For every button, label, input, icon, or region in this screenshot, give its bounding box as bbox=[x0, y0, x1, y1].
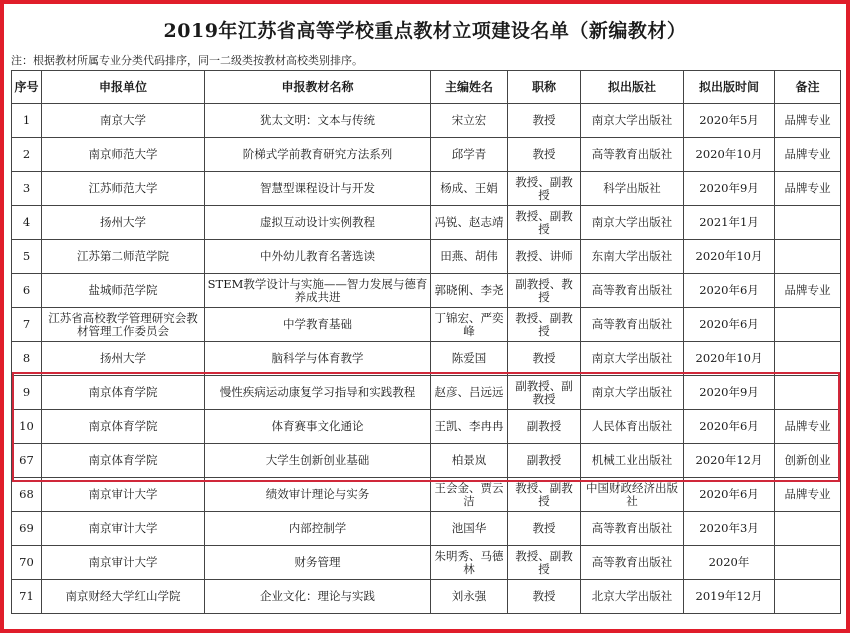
cell-editor: 池国华 bbox=[431, 512, 508, 546]
cell-unit: 江苏第二师范学院 bbox=[42, 240, 205, 274]
cell-editor: 刘永强 bbox=[431, 580, 508, 614]
header-remark: 备注 bbox=[775, 71, 841, 104]
cell-textbook: 绩效审计理论与实务 bbox=[205, 478, 431, 512]
cell-publisher: 南京大学出版社 bbox=[581, 206, 684, 240]
cell-title-rank: 教授、副教授 bbox=[508, 308, 581, 342]
cell-remark: 品牌专业 bbox=[775, 410, 841, 444]
cell-publisher: 人民体育出版社 bbox=[581, 410, 684, 444]
cell-publisher: 高等教育出版社 bbox=[581, 274, 684, 308]
table-row bbox=[12, 478, 841, 512]
cell-remark bbox=[775, 342, 841, 376]
cell-unit: 南京体育学院 bbox=[42, 376, 205, 410]
table-row bbox=[12, 546, 841, 580]
cell-unit: 南京师范大学 bbox=[42, 138, 205, 172]
cell-remark bbox=[775, 308, 841, 342]
cell-textbook: 脑科学与体育教学 bbox=[205, 342, 431, 376]
cell-remark bbox=[775, 512, 841, 546]
cell-textbook: 犹太文明：文本与传统 bbox=[205, 104, 431, 138]
table-header-row bbox=[12, 71, 841, 104]
cell-remark: 品牌专业 bbox=[775, 104, 841, 138]
cell-textbook: 中外幼儿教育名著选读 bbox=[205, 240, 431, 274]
cell-publisher: 南京大学出版社 bbox=[581, 342, 684, 376]
cell-editor: 郭晓俐、李尧 bbox=[431, 274, 508, 308]
document-title: 2019年江苏省高等学校重点教材立项建设名单（新编教材） bbox=[163, 20, 687, 42]
cell-publish-date: 2020年 bbox=[684, 546, 775, 580]
header-publish-date: 拟出版时间 bbox=[684, 71, 775, 104]
cell-publisher: 东南大学出版社 bbox=[581, 240, 684, 274]
cell-remark bbox=[775, 206, 841, 240]
cell-remark: 品牌专业 bbox=[775, 138, 841, 172]
cell-textbook: 中学教育基础 bbox=[205, 308, 431, 342]
cell-index: 9 bbox=[12, 376, 42, 410]
cell-title-rank: 教授 bbox=[508, 342, 581, 376]
cell-editor: 王凯、李冉冉 bbox=[431, 410, 508, 444]
cell-editor: 邱学青 bbox=[431, 138, 508, 172]
cell-remark bbox=[775, 240, 841, 274]
cell-textbook: 阶梯式学前教育研究方法系列 bbox=[205, 138, 431, 172]
header-index: 序号 bbox=[12, 71, 42, 104]
cell-publisher: 机械工业出版社 bbox=[581, 444, 684, 478]
cell-index: 69 bbox=[12, 512, 42, 546]
cell-remark: 品牌专业 bbox=[775, 478, 841, 512]
cell-title-rank: 教授、副教授 bbox=[508, 172, 581, 206]
table-row bbox=[12, 104, 841, 138]
cell-title-rank: 教授 bbox=[508, 580, 581, 614]
cell-unit: 扬州大学 bbox=[42, 342, 205, 376]
cell-remark bbox=[775, 546, 841, 580]
cell-title-rank: 教授、讲师 bbox=[508, 240, 581, 274]
cell-index: 1 bbox=[12, 104, 42, 138]
cell-index: 3 bbox=[12, 172, 42, 206]
cell-title-rank: 副教授 bbox=[508, 444, 581, 478]
cell-publish-date: 2020年5月 bbox=[684, 104, 775, 138]
cell-publish-date: 2020年3月 bbox=[684, 512, 775, 546]
cell-remark: 品牌专业 bbox=[775, 172, 841, 206]
table-row bbox=[12, 240, 841, 274]
cell-publisher: 北京大学出版社 bbox=[581, 580, 684, 614]
cell-publisher: 高等教育出版社 bbox=[581, 546, 684, 580]
cell-publish-date: 2020年6月 bbox=[684, 274, 775, 308]
cell-textbook: 大学生创新创业基础 bbox=[205, 444, 431, 478]
cell-index: 10 bbox=[12, 410, 42, 444]
table-row bbox=[12, 274, 841, 308]
cell-publisher: 高等教育出版社 bbox=[581, 512, 684, 546]
cell-publish-date: 2020年10月 bbox=[684, 240, 775, 274]
cell-publish-date: 2020年6月 bbox=[684, 410, 775, 444]
table-row bbox=[12, 512, 841, 546]
cell-index: 6 bbox=[12, 274, 42, 308]
cell-editor: 冯锐、赵志靖 bbox=[431, 206, 508, 240]
cell-textbook: 智慧型课程设计与开发 bbox=[205, 172, 431, 206]
header-textbook: 申报教材名称 bbox=[205, 71, 431, 104]
cell-remark bbox=[775, 580, 841, 614]
cell-publish-date: 2020年10月 bbox=[684, 138, 775, 172]
cell-publish-date: 2019年12月 bbox=[684, 580, 775, 614]
cell-title-rank: 教授、副教授 bbox=[508, 206, 581, 240]
cell-title-rank: 教授 bbox=[508, 104, 581, 138]
cell-editor: 柏景岚 bbox=[431, 444, 508, 478]
cell-editor: 王会金、贾云洁 bbox=[431, 478, 508, 512]
cell-textbook: 企业文化：理论与实践 bbox=[205, 580, 431, 614]
cell-editor: 陈爱国 bbox=[431, 342, 508, 376]
cell-publisher: 科学出版社 bbox=[581, 172, 684, 206]
cell-publish-date: 2020年12月 bbox=[684, 444, 775, 478]
cell-editor: 宋立宏 bbox=[431, 104, 508, 138]
table-row bbox=[12, 376, 841, 410]
table-row bbox=[12, 172, 841, 206]
header-editor: 主编姓名 bbox=[431, 71, 508, 104]
cell-index: 7 bbox=[12, 308, 42, 342]
cell-unit: 南京财经大学红山学院 bbox=[42, 580, 205, 614]
cell-index: 4 bbox=[12, 206, 42, 240]
table-row bbox=[12, 580, 841, 614]
cell-index: 8 bbox=[12, 342, 42, 376]
cell-publisher: 高等教育出版社 bbox=[581, 138, 684, 172]
cell-unit: 南京大学 bbox=[42, 104, 205, 138]
table-row bbox=[12, 206, 841, 240]
cell-textbook: 内部控制学 bbox=[205, 512, 431, 546]
cell-publisher: 高等教育出版社 bbox=[581, 308, 684, 342]
cell-unit: 江苏师范大学 bbox=[42, 172, 205, 206]
cell-unit: 南京审计大学 bbox=[42, 478, 205, 512]
cell-publisher: 南京大学出版社 bbox=[581, 104, 684, 138]
cell-unit: 南京体育学院 bbox=[42, 444, 205, 478]
cell-unit: 南京审计大学 bbox=[42, 546, 205, 580]
cell-remark: 创新创业 bbox=[775, 444, 841, 478]
cell-publish-date: 2020年9月 bbox=[684, 376, 775, 410]
cell-textbook: STEM教学设计与实施——智力发展与德育养成共进 bbox=[205, 274, 431, 308]
header-unit: 申报单位 bbox=[42, 71, 205, 104]
cell-editor: 赵彦、吕远远 bbox=[431, 376, 508, 410]
table-row bbox=[12, 410, 841, 444]
cell-remark bbox=[775, 376, 841, 410]
table-row bbox=[12, 342, 841, 376]
cell-title-rank: 教授、副教授 bbox=[508, 546, 581, 580]
cell-index: 67 bbox=[12, 444, 42, 478]
header-publisher: 拟出版社 bbox=[581, 71, 684, 104]
cell-title-rank: 教授 bbox=[508, 138, 581, 172]
cell-publisher: 中国财政经济出版社 bbox=[581, 478, 684, 512]
cell-title-rank: 副教授 bbox=[508, 410, 581, 444]
cell-publish-date: 2021年1月 bbox=[684, 206, 775, 240]
cell-index: 68 bbox=[12, 478, 42, 512]
cell-title-rank: 教授 bbox=[508, 512, 581, 546]
cell-index: 70 bbox=[12, 546, 42, 580]
textbook-list-table bbox=[11, 70, 841, 614]
cell-remark: 品牌专业 bbox=[775, 274, 841, 308]
cell-textbook: 体育赛事文化通论 bbox=[205, 410, 431, 444]
cell-index: 71 bbox=[12, 580, 42, 614]
cell-title-rank: 副教授、教授 bbox=[508, 274, 581, 308]
cell-title-rank: 副教授、副教授 bbox=[508, 376, 581, 410]
cell-publish-date: 2020年6月 bbox=[684, 478, 775, 512]
cell-publisher: 南京大学出版社 bbox=[581, 376, 684, 410]
table-row bbox=[12, 138, 841, 172]
table-row bbox=[12, 444, 841, 478]
sorting-note: 注：根据教材所属专业分类代码排序，同一二级类按教材高校类别排序。 bbox=[11, 54, 363, 67]
table-row bbox=[12, 308, 841, 342]
cell-publish-date: 2020年6月 bbox=[684, 308, 775, 342]
cell-publish-date: 2020年9月 bbox=[684, 172, 775, 206]
cell-unit: 南京体育学院 bbox=[42, 410, 205, 444]
cell-editor: 朱明秀、马德林 bbox=[431, 546, 508, 580]
cell-index: 5 bbox=[12, 240, 42, 274]
cell-editor: 丁锦宏、严奕峰 bbox=[431, 308, 508, 342]
cell-editor: 田燕、胡伟 bbox=[431, 240, 508, 274]
cell-textbook: 慢性疾病运动康复学习指导和实践教程 bbox=[205, 376, 431, 410]
cell-unit: 扬州大学 bbox=[42, 206, 205, 240]
cell-publish-date: 2020年10月 bbox=[684, 342, 775, 376]
cell-title-rank: 教授、副教授 bbox=[508, 478, 581, 512]
cell-editor: 杨成、王娟 bbox=[431, 172, 508, 206]
cell-textbook: 虚拟互动设计实例教程 bbox=[205, 206, 431, 240]
cell-textbook: 财务管理 bbox=[205, 546, 431, 580]
cell-index: 2 bbox=[12, 138, 42, 172]
cell-unit: 南京审计大学 bbox=[42, 512, 205, 546]
cell-unit: 江苏省高校教学管理研究会教材管理工作委员会 bbox=[42, 308, 205, 342]
cell-unit: 盐城师范学院 bbox=[42, 274, 205, 308]
header-title-rank: 职称 bbox=[508, 71, 581, 104]
